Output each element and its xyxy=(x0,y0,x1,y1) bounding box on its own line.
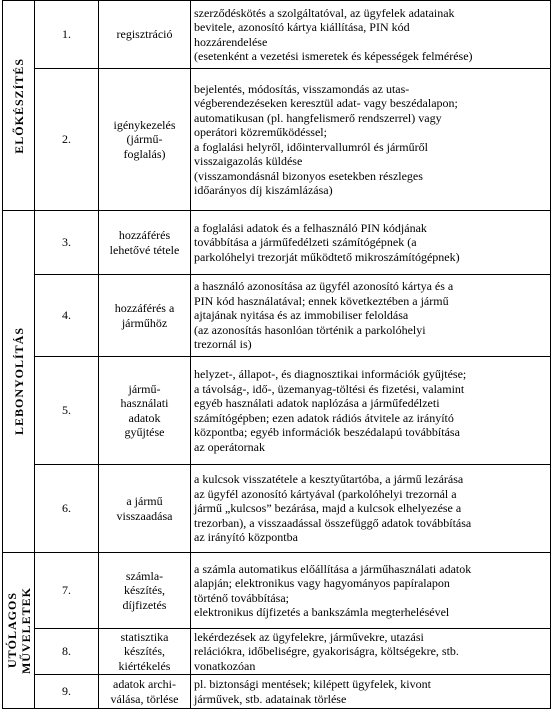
step-number: 2. xyxy=(35,69,99,211)
description-cell xyxy=(191,675,551,709)
description-line: az operátornak xyxy=(194,439,265,454)
phase-post-operations xyxy=(3,553,35,709)
description-line: a számla automatikus előállítása a járműhasználati adatok xyxy=(194,561,472,576)
step-number: 4. xyxy=(35,275,99,357)
description-line: egyéb használati adatok naplózása a járműfedélzeti xyxy=(194,396,440,410)
description-line: PIN kód használatával; ennek következtében a jármű xyxy=(194,293,449,308)
description-line: parkolóhelyi trezorját működtető mikroszámítógépnek) xyxy=(194,249,460,264)
description-line: automatikusan (pl. hangfelismerő rendszerrel) vagy xyxy=(194,110,442,125)
description-line: alapján; elektronikus vagy hagyományos papíralapon xyxy=(194,576,450,590)
description-line: helyzet-, állapot-, és diagnosztikai információk gyűjtése; xyxy=(194,367,467,381)
description-line: trezorban), a visszaadással összefüggő adatok továbbítása xyxy=(194,515,472,530)
description-cell xyxy=(191,357,551,465)
description-line: az ügyfél azonosító kártyával (parkolóhelyi trezornál a xyxy=(194,486,457,501)
table-row xyxy=(3,69,551,211)
phase-label: LEBONYOLÍTÁS xyxy=(11,327,26,436)
description-line: a távolság-, idő-, üzemanyag-töltési és fizetési, valamint xyxy=(194,381,465,396)
description-line: központba; egyéb információk beszédalapú továbbítása xyxy=(194,425,460,439)
activity-cell: statisztika készítés, kiértékelés xyxy=(99,629,191,675)
table-row xyxy=(3,675,551,709)
activity-cell: hozzáférés a járműhöz xyxy=(99,275,191,357)
description-line: járművek, stb. adatainak törlése xyxy=(194,691,347,706)
phase-label: UTÓLAGOS MŰVELETEK xyxy=(4,586,33,674)
step-number: 9. xyxy=(35,675,99,709)
description-cell xyxy=(191,1,551,69)
description-line: (visszamondásnál bizonyos esetekben részleges xyxy=(194,168,423,183)
description-line: szerződéskötés a szolgáltatóval, az ügyfelek adatainak xyxy=(194,5,455,20)
step-number: 8. xyxy=(35,629,99,675)
activity-cell: igénykezelés (jármű- foglalás) xyxy=(99,69,191,211)
table-row xyxy=(3,553,551,629)
description-line: trezornál is) xyxy=(194,337,252,352)
step-number: 6. xyxy=(35,465,99,553)
description-line: relációkra, időbeliségre, gyakoriságra, költségekre, stb. xyxy=(194,644,459,659)
activity-cell: regisztráció xyxy=(99,1,191,69)
description-line: továbbítása a járműfedélzeti számítógépnek (a xyxy=(194,235,417,250)
step-number: 7. xyxy=(35,553,99,629)
table-row xyxy=(3,211,551,275)
description-line: történő továbbítása; xyxy=(194,590,289,605)
phase-preparation xyxy=(3,1,35,211)
activity-cell: számla- készítés, díjfizetés xyxy=(99,553,191,629)
description-line: pl. biztonsági mentések; kilépett ügyfelek, kivont xyxy=(194,677,431,691)
table-row xyxy=(3,465,551,553)
description-line: jármű „kulcsos” bezárása, majd a kulcsok elhelyezése a xyxy=(194,501,462,516)
description-cell xyxy=(191,553,551,629)
description-line: számítógépben; ezen adatok rádiós átvitele az irányító xyxy=(194,410,454,425)
description-line: hozzárendelése xyxy=(194,34,268,49)
description-cell xyxy=(191,465,551,553)
process-table xyxy=(2,0,551,709)
description-line: visszaigazolás küldése xyxy=(194,154,303,168)
description-line: bejelentés, módosítás, visszamondás az utas- xyxy=(194,81,410,96)
description-line: vonatkozóan xyxy=(194,658,256,673)
description-cell xyxy=(191,211,551,275)
description-cell xyxy=(191,69,551,211)
table-row xyxy=(3,1,551,69)
description-line: elektronikus díjfizetés a bankszámla megterhelésével xyxy=(194,605,450,619)
phase-execution xyxy=(3,211,35,553)
description-line: (esetenként a vezetési ismeretek és képességek felmérése) xyxy=(194,49,473,63)
description-line: a kulcsok visszatétele a kesztyűtartóba, a jármű lezárása xyxy=(194,472,464,487)
step-number: 5. xyxy=(35,357,99,465)
process-table-body xyxy=(3,1,551,709)
activity-cell: jármű- használati adatok gyűjtése xyxy=(99,357,191,465)
description-line: a foglalási helyről, időintervallumról és járműről xyxy=(194,139,428,154)
description-line: a használó azonosítása az ügyfél azonosító kártya és a xyxy=(194,279,454,294)
description-line: bevitele, azonosító kártya kiállítása, PIN kód xyxy=(194,20,410,34)
description-line: végberendezéseken keresztül adat- vagy beszédalapon; xyxy=(194,96,458,110)
phase-label: ELŐKÉSZÍTÉS xyxy=(11,57,26,154)
step-number: 1. xyxy=(35,1,99,69)
table-row xyxy=(3,357,551,465)
description-line: (az azonosítás hasonlóan történik a parkolóhelyi xyxy=(194,322,426,337)
step-number: 3. xyxy=(35,211,99,275)
description-line: lekérdezések az ügyfelekre, járművekre, utazási xyxy=(194,629,424,644)
description-cell xyxy=(191,629,551,675)
table-row xyxy=(3,629,551,675)
activity-cell: hozzáférés lehetővé tétele xyxy=(99,211,191,275)
description-cell xyxy=(191,275,551,357)
description-line: az irányító központba xyxy=(194,530,298,545)
activity-cell: a jármű visszaadása xyxy=(99,465,191,553)
description-line: ajtajának nyitása és az immobiliser feloldása xyxy=(194,308,409,323)
description-line: időarányos díj kiszámlázása) xyxy=(194,183,333,197)
description-line: a foglalási adatok és a felhasználó PIN kódjának xyxy=(194,220,427,235)
table-row xyxy=(3,275,551,357)
activity-cell: adatok archi- válása, törlése xyxy=(99,675,191,709)
description-line: operátori közreműködéssel; xyxy=(194,125,327,139)
